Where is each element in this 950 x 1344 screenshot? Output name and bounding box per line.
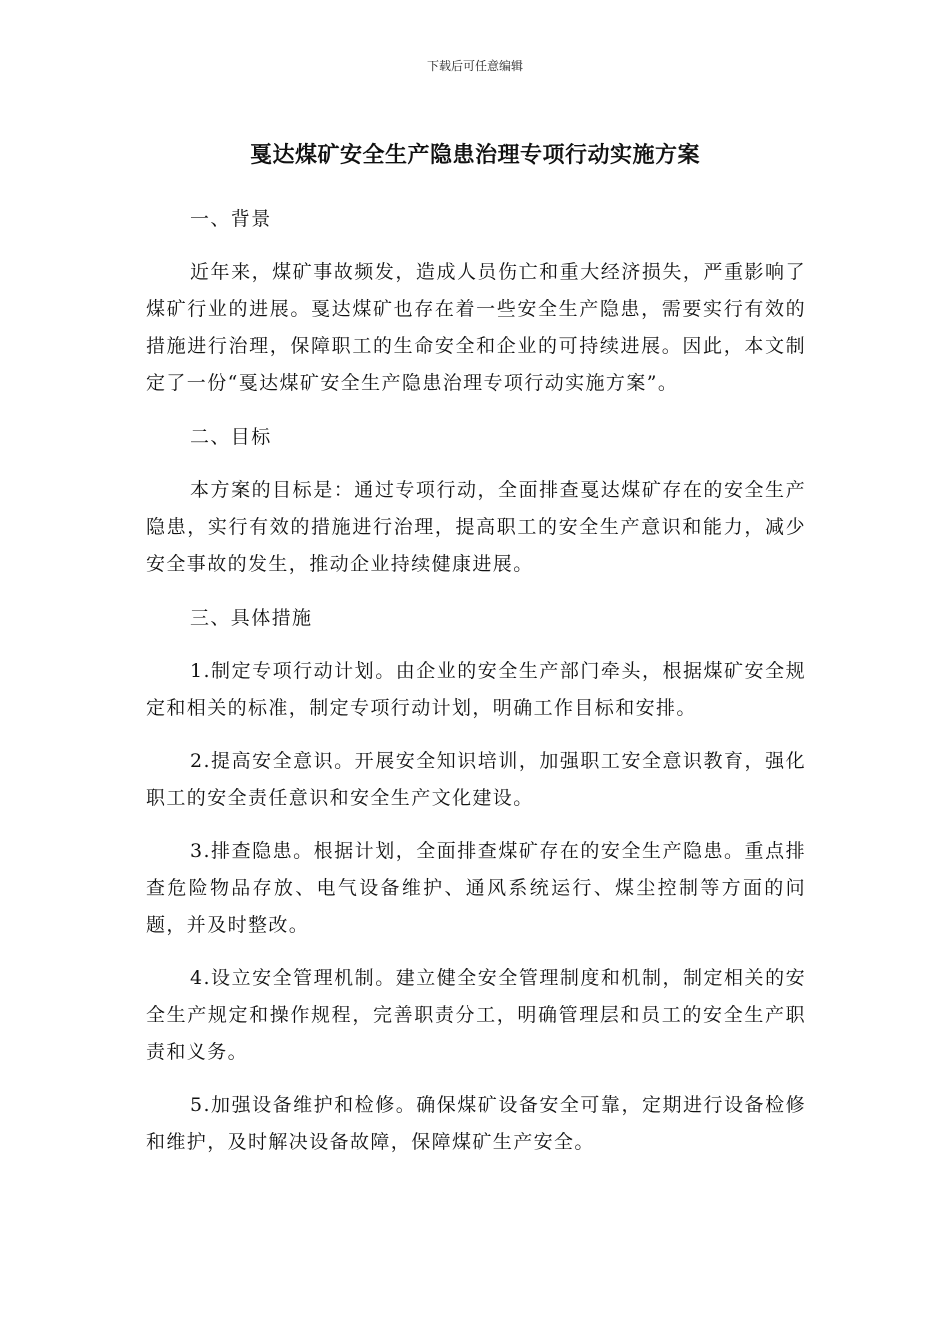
document-body (146, 200, 806, 1161)
header-note: 下载后可任意编辑 (426, 59, 523, 73)
spacer (146, 817, 806, 833)
measure-item: 3.排查隐患。根据计划，全面排查煤矿存在的安全生产隐患。重点排查危险物品存放、电气设备维护、通风系统运行、煤尘控制等方面的问题，并及时整改。 (146, 840, 806, 936)
measure-item: 1.制定专项行动计划。由企业的安全生产部门牵头，根据煤矿安全规定和相关的标准，制定专项行动计划，明确工作目标和安排。 (146, 660, 806, 719)
measure-item: 5.加强设备维护和检修。确保煤矿设备安全可靠，定期进行设备检修和维护，及时解决设备故障，保障煤矿生产安全。 (146, 1094, 806, 1153)
spacer (146, 238, 806, 254)
section-heading-goal: 二、目标 (190, 426, 272, 448)
spacer (146, 1071, 806, 1087)
spacer (146, 944, 806, 960)
section-heading-measures: 三、具体措施 (190, 607, 313, 629)
measure-item: 2.提高安全意识。开展安全知识培训，加强职工安全意识教育，强化职工的安全责任意识和安全生产文化建设。 (146, 750, 806, 809)
paragraph: 近年来，煤矿事故频发，造成人员伤亡和重大经济损失，严重影响了煤矿行业的进展。戛达煤矿也存在着一些安全生产隐患，需要实行有效的措施进行治理，保障职工的生命安全和企业的可持续进展。因此，本文制定了一份“戛达煤矿安全生产隐患治理专项行动实施方案”。 (146, 261, 806, 394)
spacer (146, 637, 806, 653)
spacer (146, 727, 806, 743)
spacer (146, 583, 806, 599)
paragraph: 本方案的目标是：通过专项行动，全面排查戛达煤矿存在的安全生产隐患，实行有效的措施进行治理，提高职工的安全生产意识和能力，减少安全事故的发生，推动企业持续健康进展。 (146, 479, 806, 575)
section-heading-background: 一、背景 (190, 208, 272, 230)
spacer (146, 456, 806, 472)
measure-item: 4.设立安全管理机制。建立健全安全管理制度和机制，制定相关的安全生产规定和操作规程，完善职责分工，明确管理层和员工的安全生产职责和义务。 (146, 967, 806, 1063)
document-title: 戛达煤矿安全生产隐患治理专项行动实施方案 (249, 143, 700, 168)
spacer (146, 402, 806, 418)
